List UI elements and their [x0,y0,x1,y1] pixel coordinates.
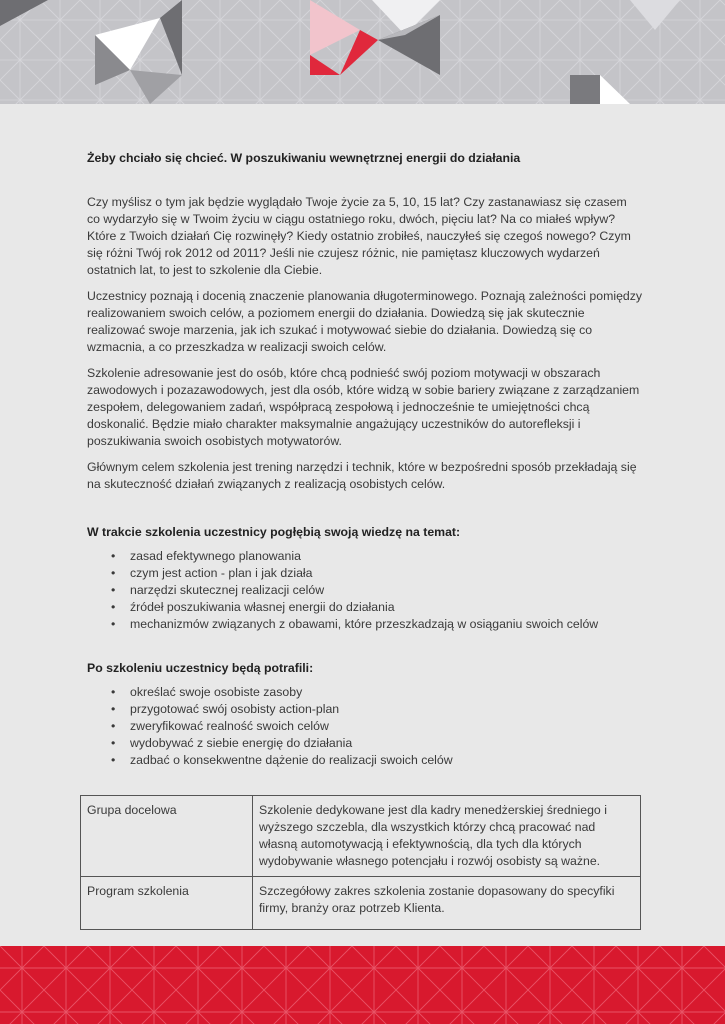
list-item: • czym jest action - plan i jak działa [111,566,313,580]
table-value-program: Szczegółowy zakres szkolenia zostanie dopasowany do specyfiki firmy, branży oraz potrzeb Klienta. [253,877,641,930]
header-banner [0,0,725,104]
bullet-icon: • [111,566,116,580]
header-pattern-graphic [0,0,725,104]
list-item: • określać swoje osobiste zasoby [111,685,303,699]
table-row [81,877,641,930]
bullet-icon: • [111,617,116,631]
footer-pattern-graphic [0,946,725,1024]
bullet-icon: • [111,549,116,563]
outcomes-paragraph: Uczestnicy poznają i docenią znaczenie planowania długoterminowego. Poznają zależności pomiędzy realizowaniem swoich celów, a poziomem energii do działania. Dowiedzą się jak skutecznie realizować swoje marzenia, jak ich szukać i motywować siebie do działania. Dowiedzą się co wzmacnia, a co przeszkadza w realizacji swoich celów. [87,289,643,354]
bullet-icon: • [111,753,116,767]
document-body [87,150,643,769]
table-row [81,796,641,877]
list-item: • źródeł poszukiwania własnej energii do działania [111,600,395,614]
footer-banner [0,946,725,1024]
list-item: • zadbać o konsekwentne dążenie do realizacji swoich celów [111,753,453,767]
list-item: • przygotować swój osobisty action-plan [111,702,340,716]
knowledge-list [87,548,643,633]
skills-list [87,684,643,769]
bullet-icon: • [111,685,116,699]
audience-paragraph: Szkolenie adresowanie jest do osób, które chcą podnieść swój poziom motywacji w obszarach zawodowych i pozazawodowych, jest dla osób, które widzą w sobie bariery związane z zarządzaniem zespołem, delegowaniem zadań, współpracą zespołową i jednocześnie te umiejętności chcą doskonalić. Będzie miało charakter maksymalnie angażujący uczestników do autorefleksji i poszukiwania swoich osobistych motywatorów. [87,366,640,448]
bullet-icon: • [111,719,116,733]
list-item: • zweryfikować realność swoich celów [111,719,329,733]
knowledge-heading: W trakcie szkolenia uczestnicy pogłębią swoją wiedzę na temat: [87,525,461,539]
skills-heading: Po szkoleniu uczestnicy będą potrafili: [87,661,314,675]
list-item: • narzędzi skutecznej realizacji celów [111,583,325,597]
table-label-target-group: Grupa docelowa [81,796,253,877]
document-title: Żeby chciało się chcieć. W poszukiwaniu wewnętrznej energii do działania [87,151,521,165]
list-item: • zasad efektywnego planowania [111,549,301,563]
list-item: • wydobywać z siebie energię do działania [111,736,353,750]
table-value-target-group: Szkolenie dedykowane jest dla kadry menedżerskiej średniego i wyższego szczebla, dla wszystkich którzy chcą pracować nad własną automotywacją i efektywnością, dla tych dla których wydobywanie własnego potencjału i rozwój osobisty są ważne. [253,796,641,877]
bullet-icon: • [111,583,116,597]
goal-paragraph: Głównym celem szkolenia jest trening narzędzi i technik, które w bezpośredni sposób przekładają się na skuteczność działań związanych z realizacją osobistych celów. [87,460,637,491]
bullet-icon: • [111,600,116,614]
bullet-icon: • [111,736,116,750]
list-item: • mechanizmów związanych z obawami, które przeszkadzają w osiąganiu swoich celów [111,617,599,631]
info-table [80,795,641,930]
intro-paragraph: Czy myślisz o tym jak będzie wyglądało Twoje życie za 5, 10, 15 lat? Czy zastanawiasz się czasem co wydarzyło się w Twoim życiu w ciągu ostatniego roku, dwóch, pięciu lat? Na co miałeś wpływ? Które z Twoich działań Cię rozwinęły? Kiedy ostatnio zrobiłeś, nauczyłeś się czegoś nowego? Czym się różni Twój rok 2012 od 2011? Jeśli nie czujesz różnic, nie pamiętasz kluczowych wydarzeń ostatnich lat, to jest to szkolenie dla Ciebie. [87,195,631,277]
table-label-program: Program szkolenia [81,877,253,930]
bullet-icon: • [111,702,116,716]
